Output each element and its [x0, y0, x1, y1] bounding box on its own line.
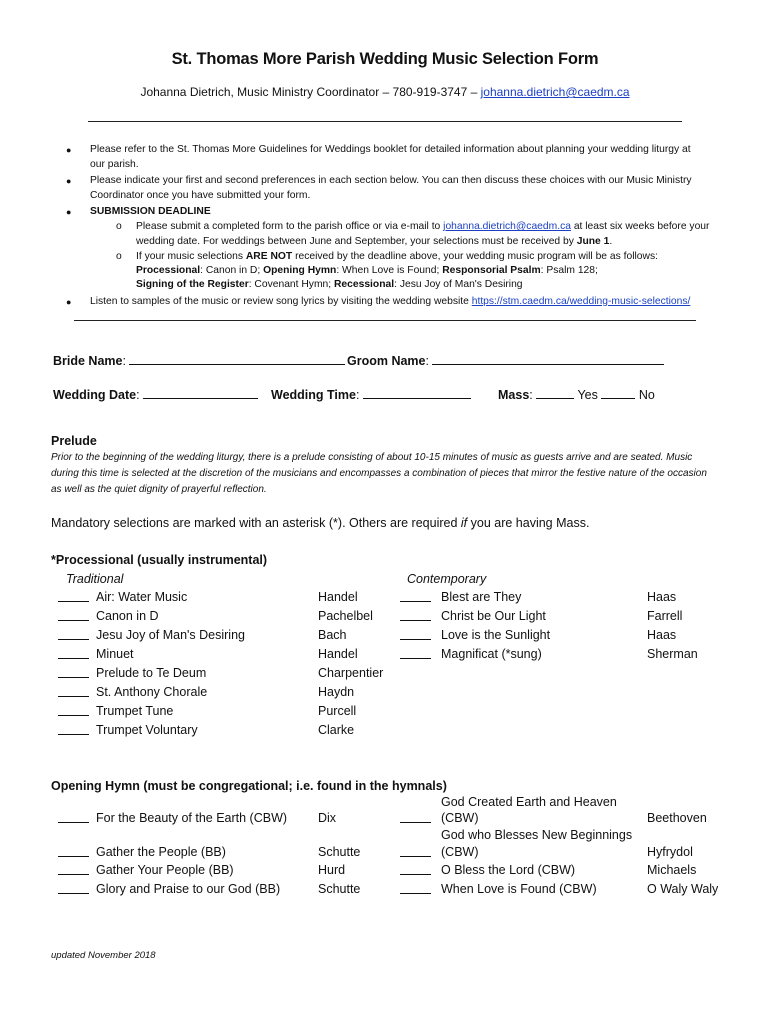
wedding-time-input[interactable] [363, 386, 471, 399]
contact-line [0, 85, 770, 99]
list-item [58, 704, 174, 719]
prelude-text-1: Prior to the beginning of the wedding liturgy, there is a prelude consisting of about 10-15 minutes of music as guests arrive and are seated. Music [51, 452, 693, 463]
selection-blank[interactable] [400, 609, 431, 621]
selection-blank[interactable] [58, 811, 89, 823]
composer: Handel [318, 590, 358, 604]
selection-blank[interactable] [58, 685, 89, 697]
list-item [58, 863, 234, 878]
instruction-4-text: Listen to samples of the music or review song lyrics by visiting the wedding website [90, 296, 472, 307]
instruction-1: Please refer to the St. Thomas More Guidelines for Weddings booklet for detailed information about planning your wedding liturgy at [90, 144, 691, 155]
instruction-2-cont: Coordinator once you have submitted your form. [90, 190, 311, 201]
composer: Pachelbel [318, 609, 373, 623]
mandatory-text: Mandatory selections are marked with an asterisk (*). Others are required [51, 516, 461, 530]
hymn-title-line2: (CBW) [441, 845, 479, 859]
selection-blank[interactable] [58, 609, 89, 621]
composer: Dix [318, 811, 337, 825]
deadline-email-link[interactable]: johanna.dietrich@caedm.ca [443, 221, 571, 232]
wedding-date-label: Wedding Date [53, 388, 137, 402]
bullet-icon: ● [66, 176, 72, 186]
list-item [58, 723, 198, 738]
instruction-1-cont: our parish. [90, 159, 139, 170]
opening-hymn-heading: Opening Hymn (must be congregational; i.e. found in the hymnals) [51, 779, 447, 793]
composer: Charpentier [318, 666, 384, 680]
default-label: Recessional [333, 279, 395, 290]
default-label: Processional [136, 265, 201, 276]
list-item [58, 647, 134, 662]
selection-blank[interactable] [58, 666, 89, 678]
bride-name-input[interactable] [129, 352, 345, 365]
list-item [58, 666, 207, 681]
composer: Sherman [647, 647, 698, 661]
selection-blank[interactable] [58, 590, 89, 602]
deadline-period: . [609, 236, 613, 247]
piece-title: Christ be Our Light [441, 609, 546, 623]
selection-blank[interactable] [58, 647, 89, 659]
page-title: St. Thomas More Parish Wedding Music Selection Form [171, 50, 599, 68]
sub-bullet-icon: o [116, 221, 122, 232]
sub-bullet-icon: o [116, 251, 122, 262]
instruction-4 [90, 294, 690, 309]
deadline-item-1 [136, 219, 709, 234]
piece-title: Prelude to Te Deum [96, 666, 207, 680]
composer: Schutte [318, 845, 361, 859]
deadline-item-1-text-end: at least six weeks before your [570, 221, 710, 232]
piece-title: Blest are They [441, 590, 522, 604]
default-value: : Covenant Hymn; [248, 279, 334, 290]
selection-blank[interactable] [400, 882, 431, 894]
bride-name-label: Bride Name [53, 354, 123, 368]
selection-blank[interactable] [400, 590, 431, 602]
website-link[interactable]: https://stm.caedm.ca/wedding-music-selections/ [471, 296, 691, 307]
deadline-item-2 [136, 249, 658, 264]
deadline-item-2-text: If your music selections [136, 251, 246, 262]
selection-blank[interactable] [58, 704, 89, 716]
piece-title: Air: Water Music [96, 590, 188, 604]
default-label: Opening Hymn [263, 265, 337, 276]
footer-updated: updated November 2018 [51, 950, 156, 961]
piece-title: Gather the People (BB) [96, 845, 226, 859]
mandatory-text-end: you are having Mass. [467, 516, 590, 530]
wedding-date-field: Wedding Date: [53, 386, 258, 402]
composer: Haas [647, 590, 677, 604]
default-program-line-1 [136, 263, 598, 278]
default-label: Responsorial Psalm [442, 265, 541, 276]
deadline-item-1-text: Please submit a completed form to the parish office or via e-mail to [136, 221, 444, 232]
composer: O Waly Waly [647, 882, 719, 896]
hymn-title-line1: God Created Earth and Heaven [441, 795, 617, 809]
contact-email-link[interactable]: johanna.dietrich@caedm.ca [480, 85, 630, 99]
bullet-icon: ● [66, 145, 72, 155]
groom-name-input[interactable] [432, 352, 664, 365]
list-item [58, 609, 159, 624]
contemporary-label: Contemporary [407, 572, 487, 586]
mass-label: Mass [498, 388, 530, 402]
list-item [58, 845, 226, 860]
groom-name-label: Groom Name [347, 354, 426, 368]
selection-blank[interactable] [400, 863, 431, 875]
list-item [400, 590, 522, 605]
deadline-heading: SUBMISSION DEADLINE [90, 206, 211, 217]
list-item [400, 609, 546, 624]
selection-blank[interactable] [58, 863, 89, 875]
piece-title: Minuet [96, 647, 134, 661]
list-item [58, 882, 281, 897]
list-item [400, 647, 542, 662]
groom-name-field: Groom Name: [347, 352, 664, 368]
piece-title: Canon in D [96, 609, 159, 623]
divider-instructions [74, 320, 696, 321]
default-value: : Jesu Joy of Man's Desiring [394, 279, 523, 290]
piece-title: Magnificat (*sung) [441, 647, 542, 661]
wedding-date-input[interactable] [143, 386, 258, 399]
instruction-2: Please indicate your first and second preferences in each section below. You can then discuss these choices with our Music Ministry [90, 175, 692, 186]
composer: Farrell [647, 609, 683, 623]
composer: Beethoven [647, 811, 707, 825]
list-item [400, 863, 576, 878]
wedding-time-label: Wedding Time [271, 388, 356, 402]
default-value: : Psalm 128; [540, 265, 598, 276]
traditional-label: Traditional [66, 572, 124, 586]
list-item [400, 882, 597, 897]
deadline-text: wedding date. For weddings between June and September, your selections must be received by [136, 236, 577, 247]
list-item [400, 845, 479, 860]
composer: Hurd [318, 863, 346, 877]
list-item [400, 811, 479, 826]
contact-text: Johanna Dietrich, Music Ministry Coordinator – 780-919-3747 – [140, 85, 481, 99]
deadline-item-1-cont [136, 234, 612, 249]
list-item [58, 628, 245, 643]
composer: Haydn [318, 685, 355, 699]
mandatory-italic: if [460, 516, 468, 530]
piece-title: St. Anthony Chorale [96, 685, 208, 699]
piece-title: Love is the Sunlight [441, 628, 551, 642]
mass-yes-input[interactable] [536, 386, 574, 399]
selection-blank[interactable] [400, 647, 431, 659]
prelude-heading: Prelude [51, 434, 97, 448]
mass-no-label: No [638, 388, 655, 402]
piece-title: For the Beauty of the Earth (CBW) [96, 811, 288, 825]
bullet-icon: ● [66, 207, 72, 217]
selection-blank[interactable] [58, 628, 89, 640]
hymn-title-line2: (CBW) [441, 811, 479, 825]
composer: Clarke [318, 723, 355, 737]
selection-blank[interactable] [58, 723, 89, 735]
mass-yes-label: Yes [577, 388, 598, 402]
piece-title: Trumpet Voluntary [96, 723, 198, 737]
piece-title: Trumpet Tune [96, 704, 174, 718]
deadline-date: June 1 [576, 236, 610, 247]
list-item [58, 685, 208, 700]
wedding-time-field: Wedding Time: [271, 386, 471, 402]
composer: Handel [318, 647, 358, 661]
default-program-line-2 [136, 277, 523, 292]
prelude-text-2: during this time is selected at the discretion of the musicians and encompasses a combination of pieces that mirror the festive nature of the occasion [51, 468, 707, 479]
mass-no-input[interactable] [601, 386, 635, 399]
composer: Haas [647, 628, 677, 642]
mandatory-note [51, 516, 589, 530]
list-item [58, 811, 288, 826]
composer: Purcell [318, 704, 357, 718]
processional-heading: *Processional (usually instrumental) [51, 553, 268, 567]
selection-blank[interactable] [400, 628, 431, 640]
prelude-text-3: as well as the quiet dignity of prayerful reflection. [51, 484, 267, 495]
mass-field: Mass: Yes No [498, 388, 655, 402]
selection-blank[interactable] [400, 811, 431, 823]
list-item [58, 590, 188, 605]
hymn-title-line1: God who Blesses New Beginnings [441, 828, 633, 842]
piece-title: Gather Your People (BB) [96, 863, 234, 877]
default-value: : Canon in D; [200, 265, 264, 276]
list-item [400, 628, 551, 643]
bride-name-field: Bride Name: [53, 352, 345, 368]
piece-title: Jesu Joy of Man's Desiring [96, 628, 245, 642]
bullet-icon: ● [66, 297, 72, 307]
divider-top [88, 121, 682, 122]
hymn-title: O Bless the Lord (CBW) [441, 863, 576, 877]
default-value: : When Love is Found; [336, 265, 443, 276]
selection-blank[interactable] [400, 845, 431, 857]
composer: Bach [318, 628, 347, 642]
composer: Michaels [647, 863, 697, 877]
default-label: Signing of the Register [136, 279, 249, 290]
composer: Hyfrydol [647, 845, 693, 859]
piece-title: Glory and Praise to our God (BB) [96, 882, 281, 896]
selection-blank[interactable] [58, 845, 89, 857]
deadline-item-2-text-end: received by the deadline above, your wedding music program will be as follows: [292, 251, 658, 262]
selection-blank[interactable] [58, 882, 89, 894]
deadline-item-2-bold: ARE NOT [245, 251, 293, 262]
composer: Schutte [318, 882, 361, 896]
hymn-title: When Love is Found (CBW) [441, 882, 597, 896]
